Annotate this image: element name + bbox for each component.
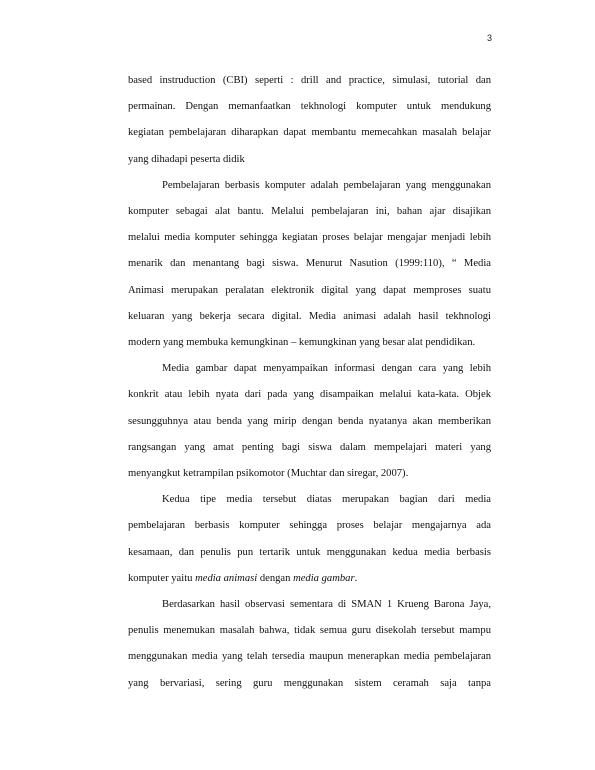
paragraph-line-with-italics <box>128 566 491 592</box>
text-run: dengan <box>257 572 294 584</box>
page-number: 3 <box>486 33 492 43</box>
paragraph-line: konkrit atau lebih nyata dari pada yang disampaikan melalui kata-kata. Objek <box>128 389 491 401</box>
paragraph-line: menyangkut ketrampilan psikomotor (Muchtar dan siregar, 2007). <box>128 468 409 480</box>
body-text <box>128 68 491 697</box>
paragraph-line: yang dihadapi peserta didik <box>128 153 245 165</box>
paragraph-line: Pembelajaran berbasis komputer adalah pembelajaran yang menggunakan <box>162 179 491 191</box>
paragraph-line: Berdasarkan hasil observasi sementara di SMAN 1 Krueng Barona Jaya, <box>162 599 491 611</box>
paragraph-line: yang bervariasi, sering guru menggunakan sistem ceramah saja tanpa <box>128 677 491 689</box>
paragraph-line: kesamaan, dan penulis pun tertarik untuk menggunakan kedua media berbasis <box>128 546 491 558</box>
paragraph-line: Kedua tipe media tersebut diatas merupakan bagian dari media <box>162 494 491 506</box>
paragraph-line: menggunakan media yang telah tersedia maupun menerapkan media pembelajaran <box>128 651 491 663</box>
paragraph-line: sesungguhnya atau benda yang mirip dengan benda nyatanya akan memberikan <box>128 415 491 427</box>
paragraph-line: kegiatan pembelajaran diharapkan dapat membantu memecahkan masalah belajar <box>128 127 491 139</box>
paragraph-line: Animasi merupakan peralatan elektronik digital yang dapat memproses suatu <box>128 284 491 296</box>
paragraph-line: menarik dan menantang bagi siswa. Menurut Nasution (1999:110), “ Media <box>128 258 491 270</box>
paragraph-line: melalui media komputer sehingga kegiatan proses belajar mengajar menjadi lebih <box>128 232 491 244</box>
paragraph-line: modern yang membuka kemungkinan – kemungkinan yang besar alat pendidikan. <box>128 337 476 349</box>
paragraph-line: keluaran yang bekerja secara digital. Media animasi adalah hasil tekhnologi <box>128 310 491 322</box>
italic-term: media gambar <box>293 572 355 584</box>
paragraph-line: pembelajaran berbasis komputer sehingga proses belajar mengajarnya ada <box>128 520 491 532</box>
paragraph-line: penulis menemukan masalah bahwa, tidak semua guru disekolah tersebut mampu <box>128 625 491 637</box>
text-run: komputer yaitu <box>128 572 196 584</box>
paragraph-line: permainan. Dengan memanfaatkan tekhnologi komputer untuk mendukung <box>128 101 491 113</box>
paragraph-line: rangsangan yang amat penting bagi siswa dalam mempelajari materi yang <box>128 441 491 453</box>
paragraph-line: komputer sebagai alat bantu. Melalui pembelajaran ini, bahan ajar disajikan <box>128 206 491 218</box>
text-run: . <box>354 572 358 584</box>
paragraph-line: based instruduction (CBI) seperti : drill and practice, simulasi, tutorial dan <box>128 75 491 86</box>
italic-term: media animasi <box>195 572 258 584</box>
paragraph-line: Media gambar dapat menyampaikan informasi dengan cara yang lebih <box>162 363 491 375</box>
